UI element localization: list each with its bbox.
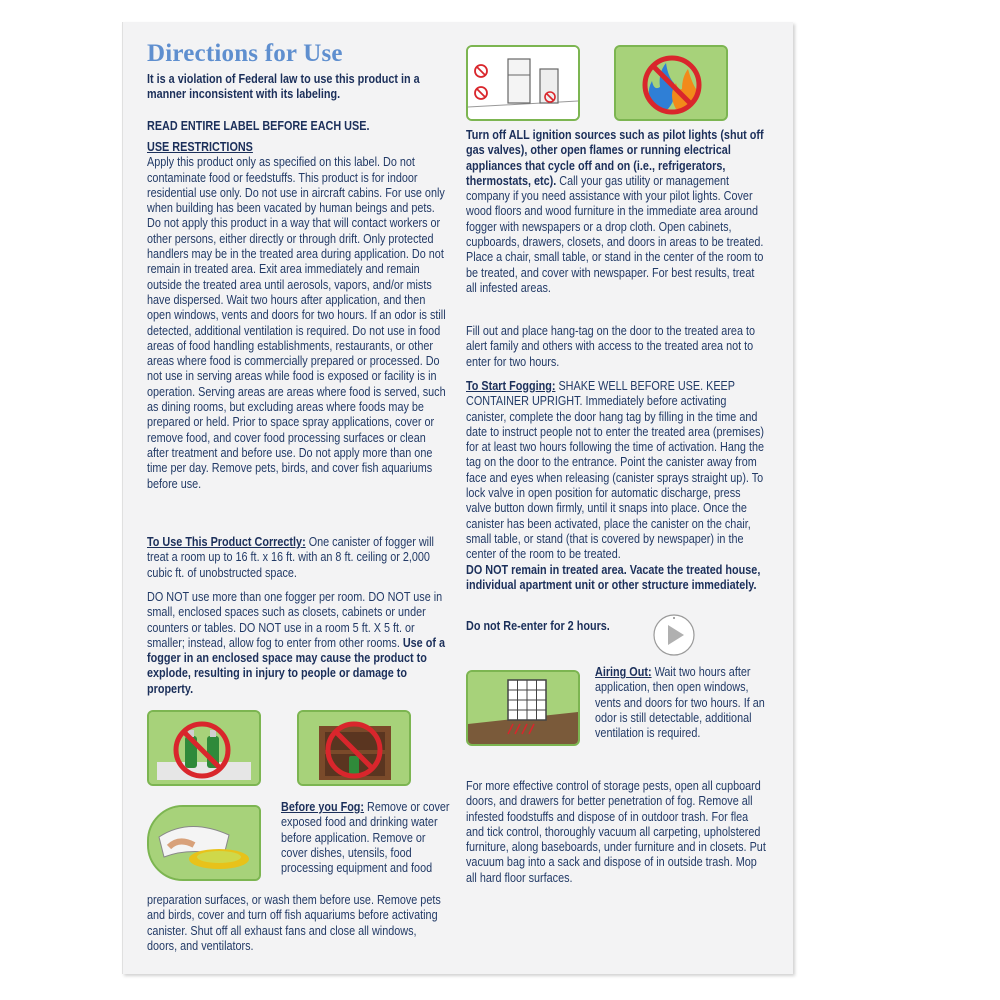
- read-label-notice: READ ENTIRE LABEL BEFORE EACH USE.: [147, 119, 370, 133]
- vacate-warning: DO NOT remain in treated area. Vacate the treated house, individual apartment unit or other structure immediately.: [466, 562, 761, 592]
- hang-tag-text: Fill out and place hang-tag on the door to the treated area to alert family and others with access to the treated area not to enter for two hours.: [466, 324, 756, 369]
- appliances-off-icon: [466, 45, 580, 121]
- no-enclosed-space-icon: [297, 710, 411, 786]
- use-restrictions-heading: USE RESTRICTIONS: [147, 140, 253, 154]
- no-multiple-foggers-icon: [147, 710, 261, 786]
- open-window-icon: [466, 670, 580, 746]
- cover-food-icon: [147, 805, 261, 881]
- use-correctly-body: One canister of fogger will treat a room up to 16 ft. x 16 ft. with an 8 ft. ceiling or 2,000 cubic ft. of unobstructed space.: [147, 535, 434, 580]
- before-fog-section: [281, 800, 453, 876]
- use-restrictions-section: [147, 140, 448, 492]
- before-fog-body-1: Remove or cover exposed food and drinking water before application. Remove or cover dishes, utensils, food processing equipment and food: [281, 800, 450, 876]
- reenter-warning: Do not Re-enter for 2 hours.: [466, 619, 610, 633]
- one-fogger-body: DO NOT use more than one fogger per room. DO NOT use in small, enclosed spaces such as closets, cabinets or under counters or tables. DO NOT use in a room 5 ft. X 5 ft. or smaller; instead, allow fog to enter from other rooms.: [147, 590, 443, 650]
- no-open-flames-icon: [614, 45, 728, 121]
- use-correctly-heading: To Use This Product Correctly:: [147, 535, 306, 549]
- explosion-warning: Use of a fogger in an enclosed space may cause the product to explode, resulting in injury to people or damage to property.: [147, 635, 445, 696]
- ignition-warning: Turn off ALL ignition sources such as pilot lights (shut off gas valves), other open flames or running electrical appliances that cycle off and on (i.e., refrigerators, thermostats, etc).: [466, 128, 764, 188]
- use-correctly-section: [147, 535, 448, 581]
- page-title: Directions for Use: [147, 40, 343, 67]
- ignition-body: Call your gas utility or management company if you need assistance with your pilot lights. Cover wood floors and wood furniture in the immediate area around fogger with newspapers or a drop cloth. Open cabinets, cupboards, drawers, closets, and doors in areas to be treated. Place a chair, small table, or stand in the center of the room to be treated, and cover with newspaper. For best results, treat all infested areas.: [466, 173, 764, 295]
- violation-notice: It is a violation of Federal law to use this product in a manner inconsistent with its labeling.: [147, 72, 420, 102]
- ignition-section: [466, 128, 767, 296]
- start-fogging-body: SHAKE WELL BEFORE USE. KEEP CONTAINER UPRIGHT. Immediately before activating canister, complete the door hang tag by filling in the time and date to instruct people not to enter the treated area (premises) for at least two hours following the time of activation. Hang the tag on the door to the entrance. Point the canister away from face and eyes when releasing (canister sprays straight up). To lock valve in open position for automatic discharge, press valve button down firmly, until it snaps into place. Once the canister has been activated, place the canister on the chair, small table, or stand (that is covered by newspaper) in the center of the room to be treated.: [466, 379, 765, 562]
- before-fog-body-2: preparation surfaces, or wash them before use. Remove pets and birds, cover and turn off fish aquariums before activating canister. Shut off all exhaust fans and close all windows, doors, and ventilators.: [147, 893, 441, 953]
- one-fogger-section: [147, 590, 448, 697]
- storage-pests-text: For more effective control of storage pests, open all cupboard doors, and drawers for better penetration of fog. Remove all infested foodstuffs and dispose of in outdoor trash. For flea and tick control, thoroughly vacuum all carpeting, upholstered furniture, along baseboards, under furniture and in closets. Put vacuum bag into a sack and dispose of in outside trash. Mop all hard floor surfaces.: [466, 779, 766, 885]
- airing-out-heading: Airing Out:: [595, 665, 652, 679]
- timer-icon: [652, 613, 696, 657]
- start-fogging-heading: To Start Fogging:: [466, 379, 556, 393]
- before-fog-heading: Before you Fog:: [281, 800, 365, 814]
- use-restrictions-body: Apply this product only as specified on this label. Do not contaminate food or feedstuffs. This product is for indoor residential use only. Do not use in aircraft cabins. For use only when building has been vacated by human beings and pets. Do not apply this product in a way that will contact workers or other persons, either directly or through drift. Only protected handlers may be in the treated area during application. Do not remain in treated area. Exit area immediately and remain outside the treated area until aerosols, vapors, and/or mists have dispersed. Wait two hours after application, and then open windows, vents and doors for two hours. If an odor is still detected, additional ventilation is required. Do not use in food areas of food handling establishments, restaurants, or other areas where food is commercially prepared or processed. Do not use in serving areas while food is exposed or facility is in operation. Serving areas are areas where food is served, such as dining rooms, but excluding areas where foods may be prepared or held. Prior to space spray applications, cover or remove food, and cover food processing surfaces or clean after treatment and before use. Do not apply more than one time per day. Remove pets, birds, and cover fish aquariums before use.: [147, 155, 446, 491]
- airing-out-section: [595, 665, 771, 741]
- airing-out-body: Wait two hours after application, then open windows, vents and doors for two hours. If an odor is still detectable, additional ventilation is required.: [595, 665, 765, 741]
- start-fogging-section: [466, 379, 767, 593]
